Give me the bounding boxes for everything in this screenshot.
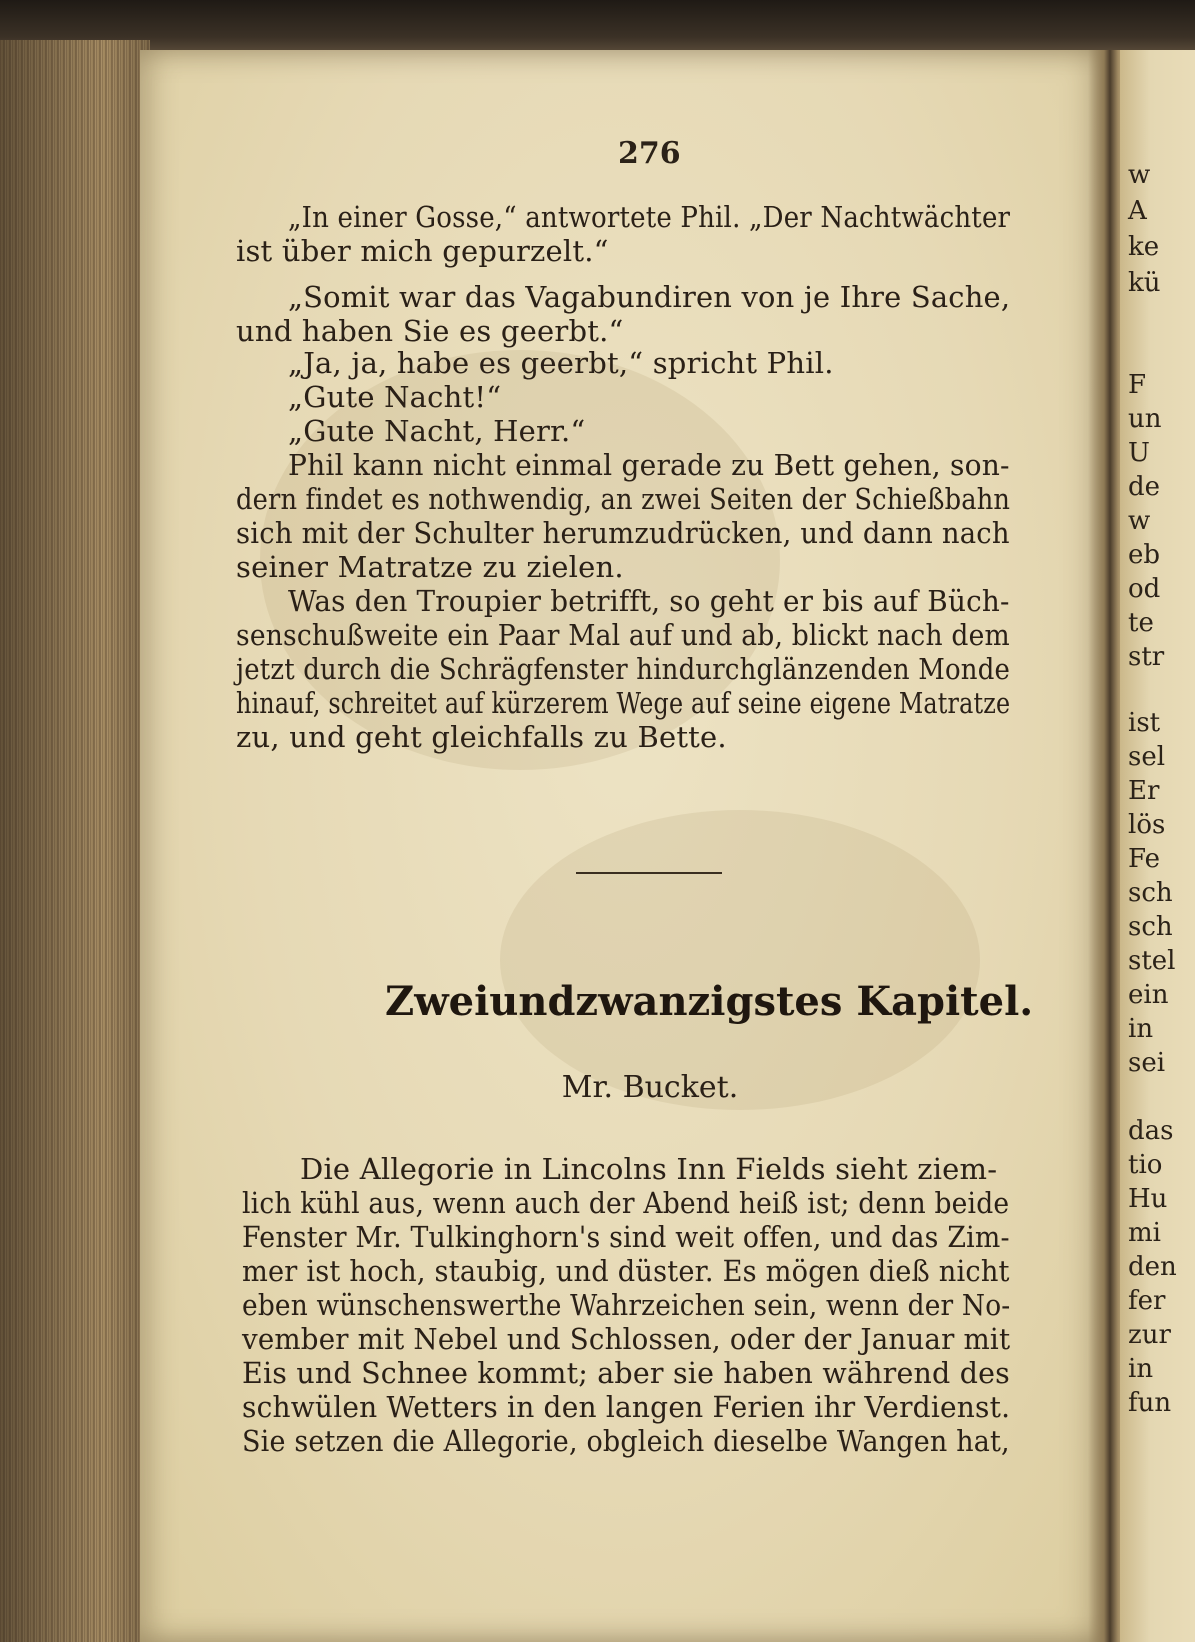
facing-page-fragment: in xyxy=(1128,1354,1154,1384)
facing-page-fragment: lös xyxy=(1128,810,1166,840)
facing-page-fragment: Er xyxy=(1128,776,1160,806)
text-line: vember mit Nebel und Schlossen, oder der Januar mit xyxy=(242,1322,1011,1356)
text-line: lich kühl aus, wenn auch der Abend heiß ist; denn beide xyxy=(242,1186,1010,1220)
section-divider xyxy=(576,872,722,874)
facing-page-fragment: Fe xyxy=(1128,844,1161,874)
facing-page-fragment: das xyxy=(1128,1116,1174,1146)
text-line: zu, und geht gleichfalls zu Bette. xyxy=(236,720,727,754)
text-line: „Ja, ja, habe es geerbt,“ spricht Phil. xyxy=(288,346,834,380)
facing-page-fragment: F xyxy=(1128,370,1147,400)
facing-page-fragment: mi xyxy=(1128,1218,1161,1248)
text-line: Phil kann nicht einmal gerade zu Bett gehen, son- xyxy=(288,448,1010,482)
chapter-subtitle: Mr. Bucket. xyxy=(561,1070,739,1105)
facing-page-fragment: kü xyxy=(1128,268,1161,298)
text-line: Eis und Schnee kommt; aber sie haben während des xyxy=(242,1356,1011,1390)
facing-page-fragment: eb xyxy=(1128,540,1161,570)
text-line: dern findet es nothwendig, an zwei Seiten der Schießbahn xyxy=(236,482,1011,516)
facing-page-fragment: den xyxy=(1128,1252,1177,1282)
text-line: Sie setzen die Allegorie, obgleich dieselbe Wangen hat, xyxy=(242,1424,1010,1458)
page-stain xyxy=(500,810,980,1110)
text-line: „Gute Nacht!“ xyxy=(288,380,502,414)
text-line: schwülen Wetters in den langen Ferien ihr Verdienst. xyxy=(242,1390,1011,1424)
text-line: Fenster Mr. Tulkinghorn's sind weit offen, und das Zim- xyxy=(242,1220,1010,1254)
facing-page-fragment: w xyxy=(1128,160,1151,190)
facing-page-fragment: ke xyxy=(1128,232,1160,262)
facing-page-fragment: sei xyxy=(1128,1048,1166,1078)
facing-page-fragment: de xyxy=(1128,472,1161,502)
facing-page-fragment: Hu xyxy=(1128,1184,1168,1214)
facing-page-fragment: zur xyxy=(1128,1320,1171,1350)
facing-page-fragment: sch xyxy=(1128,912,1173,942)
facing-page-fragment: U xyxy=(1128,438,1150,468)
facing-page-fragment: w xyxy=(1128,506,1151,536)
page-block-edges xyxy=(0,40,150,1642)
text-line: sich mit der Schulter herumzudrücken, und dann nach xyxy=(236,516,1010,550)
text-line: seiner Matratze zu zielen. xyxy=(236,550,624,584)
page-number: 276 xyxy=(618,136,681,171)
facing-page-fragment: fun xyxy=(1128,1388,1172,1418)
facing-page-fragment: stel xyxy=(1128,946,1176,976)
facing-page-fragment: A xyxy=(1128,196,1147,226)
text-line: und haben Sie es geerbt.“ xyxy=(236,314,624,348)
facing-page-fragment: tio xyxy=(1128,1150,1163,1180)
facing-page-fragment: ist xyxy=(1128,708,1161,738)
text-line: Was den Troupier betrifft, so geht er bis auf Büch- xyxy=(288,584,1010,618)
facing-page-fragment: te xyxy=(1128,608,1154,638)
text-line: „Somit war das Vagabundiren von je Ihre Sache, xyxy=(288,280,1011,314)
text-line: „In einer Gosse,“ antwortete Phil. „Der Nachtwächter xyxy=(288,200,1011,234)
chapter-title: Zweiundzwanzigstes Kapitel. xyxy=(385,978,1034,1025)
text-line: hinauf, schreitet auf kürzerem Wege auf seine eigene Matratze xyxy=(236,686,1011,720)
facing-page-fragment: sel xyxy=(1128,742,1166,772)
facing-page xyxy=(1120,50,1195,1642)
facing-page-fragment: str xyxy=(1128,642,1165,672)
text-line: mer ist hoch, staubig, und düster. Es mögen dieß nicht xyxy=(242,1254,1010,1288)
facing-page-fragment: un xyxy=(1128,404,1162,434)
facing-page-fragment: fer xyxy=(1128,1286,1166,1316)
facing-page-fragment: in xyxy=(1128,1014,1154,1044)
text-line: jetzt durch die Schrägfenster hindurchglänzenden Monde xyxy=(236,652,1011,686)
text-line: senschußweite ein Paar Mal auf und ab, blickt nach dem xyxy=(236,618,1010,652)
facing-page-fragment: sch xyxy=(1128,878,1173,908)
text-line: „Gute Nacht, Herr.“ xyxy=(288,414,586,448)
text-line: Die Allegorie in Lincolns Inn Fields sieht ziem- xyxy=(300,1152,998,1186)
text-line: ist über mich gepurzelt.“ xyxy=(236,234,609,268)
facing-page-fragment: od xyxy=(1128,574,1161,604)
text-line: eben wünschenswerthe Wahrzeichen sein, wenn der No- xyxy=(242,1288,1011,1322)
facing-page-fragment: ein xyxy=(1128,980,1169,1010)
